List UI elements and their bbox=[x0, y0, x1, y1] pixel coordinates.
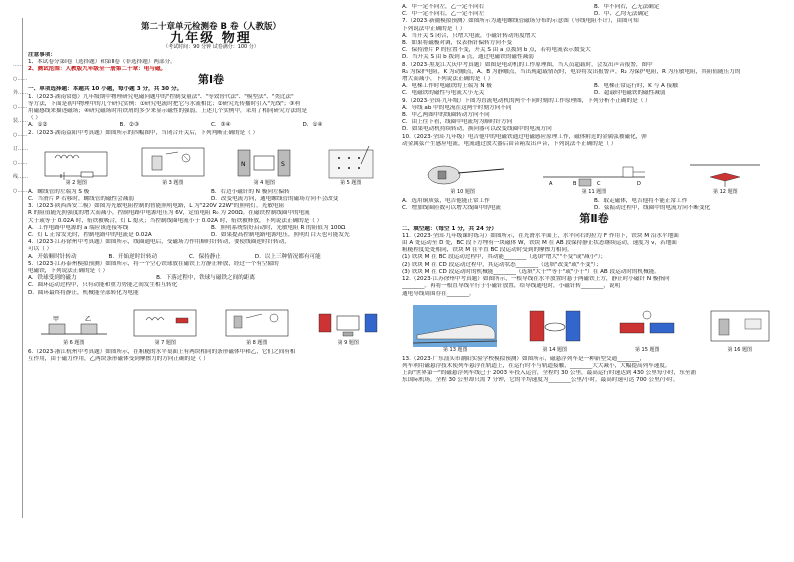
option: C．圆环运动过程中，只有动能和重力势能之间发生相互转化 bbox=[28, 282, 178, 289]
option: C．甲一定不向右，乙一定不向左 bbox=[402, 11, 485, 18]
notes-item: 1、本试卷分第Ⅰ卷（选择题）和第Ⅱ卷（非选择题）两部分。 bbox=[28, 58, 176, 65]
left-column bbox=[12, 0, 396, 562]
question-9: 9.（2023·全国·九年级）下图为直流电动机的两个不同时刻的工作原理图，下列分析不正确的是（ ） bbox=[402, 97, 651, 104]
option: A．选用铜质弦，电吉他能正常工作 bbox=[402, 198, 490, 205]
svg-text:甲: 甲 bbox=[52, 315, 59, 323]
figure-caption: 第 9 题图 bbox=[337, 339, 359, 346]
figure-caption: 第 14 题图 bbox=[542, 346, 568, 353]
figure-caption: 第 2 题图 bbox=[65, 179, 87, 186]
figure bbox=[234, 144, 294, 187]
question-3: R 的阻值随光照强度的增大而减小，控制电路中电源电压为 6V，定值电阻 R₀ 为 200Ω。在磁铁控制线圈中的电流 bbox=[28, 210, 310, 217]
option: D．超载时电磁铁的磁性减弱 bbox=[594, 90, 666, 97]
option: B．②③ bbox=[119, 122, 139, 129]
figure-caption: 第 13 题图 bbox=[442, 346, 468, 353]
option: D．①④ bbox=[302, 122, 323, 129]
question-13: 上海"世界第一"的磁悬浮列车线已于 2003 年投入运营，全程约 30 公里，最高运行时速达到 430 公里每小时，东至浦 bbox=[402, 370, 696, 377]
question-13: 13.（2023·广东汕头市潮阳实验学校模拟预测）如图所示，磁悬浮列车是一种新型交通________， bbox=[402, 355, 646, 362]
figure bbox=[41, 144, 111, 187]
question-1: 用磁感线来描述磁场；④研究磁场时用铁屑的多少来显示磁性的强弱。上述几个实例中，采用了相同研究方法的是 bbox=[28, 108, 308, 115]
question-2-options bbox=[28, 189, 394, 196]
option: D．甲、乙均无法确定 bbox=[594, 11, 649, 18]
question-4: 4.（2023·江苏徐州中考真题）如图所示，线圈通电后，受磁场力作用顺时针转动，要使线圈逆时针转动， bbox=[28, 239, 290, 246]
option: D．如果提高控制电路电源电压，照明灯白天也可能发光 bbox=[211, 232, 350, 239]
electric-guitar-diagram bbox=[418, 155, 508, 189]
maglev-train-photo bbox=[413, 305, 497, 347]
binding-strip-text: ……○……外……○……装……○……订……○……线……○…… bbox=[13, 62, 29, 194]
question-1: （ ） bbox=[28, 115, 41, 122]
sub-question: (2) 铁块 M 在 CD 段运动过程中，其运动状态________（选填"改变"或"不变"）； bbox=[402, 261, 602, 268]
solenoid-circuit-diagram bbox=[41, 144, 111, 180]
question-8: 增大而减小，下列说法正确的是（ ） bbox=[402, 76, 494, 83]
figure bbox=[705, 305, 775, 354]
question-13: 东国际机场。全程 30 公里却只需 7 分钟，它的平均速度为________公里/小时，最高时速可达 700 公里/小时。 bbox=[402, 377, 679, 384]
option: C．由上往下看，线圈中电流均为顺时针方向 bbox=[402, 119, 513, 126]
question-6: 互作用，由于磁力作用，乙两块条形磁体受到摩擦力的方向正确的是（ ） bbox=[28, 356, 209, 363]
figure bbox=[539, 155, 649, 196]
section-1-title: 第Ⅰ卷 bbox=[197, 73, 225, 87]
iron-block-track-diagram bbox=[539, 155, 649, 189]
notes-item: 2、测试范围：人教版九年级全一册第二十章：电与磁。 bbox=[28, 66, 167, 73]
figure-row-d bbox=[402, 300, 786, 354]
figure-caption: 第 15 题图 bbox=[634, 346, 660, 353]
question-1-options bbox=[28, 122, 394, 129]
question-6: 6.（2023·浙江杭州中考真题）如图所示，在粗糙的水平桌面上有两块相同的条形磁体甲和乙，它们之间有相 bbox=[28, 348, 296, 355]
question-13: 列车利用磁悬浮技术使列车悬浮在轨道上，在运行时不与轨道接触，________大大减小，大幅提高列车速度。 bbox=[402, 362, 671, 369]
option: D．如果电动机持续转动，换向器可以改变线圈中的电流方向 bbox=[402, 126, 552, 133]
figure-caption: 第 10 题图 bbox=[450, 188, 475, 195]
exam-title: 第二十章单元检测卷 B 卷（人教版） bbox=[141, 22, 281, 32]
option: C．③④ bbox=[211, 122, 231, 129]
option: A．铁球受到的磁力 bbox=[28, 275, 77, 282]
figure-caption: 第 4 题图 bbox=[253, 179, 275, 186]
option: C．保持静止 bbox=[189, 253, 221, 260]
question-7: 7.（2023·新疆模拟预测）如图所示为通电螺线管磁场分布的示意图（导线电阻不计），由图可知 bbox=[402, 18, 639, 25]
sub-question: (1) 铁块 M 在 BC 段运动过程中，其动能________（选填"增大""不变"或"减小"）； bbox=[402, 254, 607, 261]
svg-text:乙: 乙 bbox=[84, 315, 91, 323]
binding-strip bbox=[12, 18, 29, 518]
question-1: 等方法，下面是初中物理中的几个研究实例：①研究电流时把它与水流相比；②研究光传播时引入"光线"；③利 bbox=[28, 100, 300, 107]
svg-text:A: A bbox=[548, 180, 553, 187]
option: A．电梯工作时电磁铁的上端为 N 极 bbox=[402, 83, 492, 90]
coil-in-magnet-diagram bbox=[234, 144, 294, 180]
relay-circuit-diagram bbox=[138, 144, 208, 180]
figure-caption: 第 6 题图 bbox=[63, 339, 85, 346]
wire-over-compass-diagram bbox=[680, 155, 770, 189]
figure-row-a bbox=[28, 139, 394, 187]
question-10: 动金属弦产生感应电流，电流通过放大器后由音箱发出声音，下列说法不正确的是（ ） bbox=[402, 140, 617, 147]
svg-text:B: B bbox=[572, 180, 577, 187]
question-4-options bbox=[28, 254, 394, 261]
question-12: ________。再将一根直导线平行于小磁针放置，给导线通电时，小磁针转________，说明 bbox=[402, 283, 621, 290]
question-12: 12.（2023·江苏徐州中考真题）如图所示，一根导线在水平放置时悬于两磁铁上方，静止时小磁针 N 极指向 bbox=[402, 276, 670, 283]
section-2-title: 第Ⅱ卷 bbox=[579, 212, 609, 226]
solenoid-with-needle-diagram bbox=[130, 306, 200, 340]
option: D．改变电流方向，通电螺线管的磁场方向不会改变 bbox=[211, 196, 339, 203]
option: B．甲乙两图中的线圈转动方向不同 bbox=[402, 112, 490, 119]
question-3: 3.（2023·陕西西安二模）如图为光敏电阻控制的智能照明电路，L 为"220V 22W"的照明灯，光敏电阻 bbox=[28, 203, 285, 210]
svg-text:N: N bbox=[241, 160, 246, 168]
question-12: 通电导线周围存在________。 bbox=[402, 290, 475, 297]
figure-row-b bbox=[28, 299, 394, 347]
two-magnets-on-table-diagram bbox=[39, 306, 109, 340]
figure bbox=[321, 144, 381, 187]
figure bbox=[39, 306, 109, 347]
figure bbox=[680, 155, 770, 196]
question-2: 2.（2023·湖南益阳中考真题）如图所示的四幅图中，当闭合开关后，下列判断正确的是（ ） bbox=[28, 129, 259, 136]
option: A．导线 ab 中的电流在这两个时刻方向不同 bbox=[402, 104, 512, 111]
option: B．电梯正常运行时，K 与 A 接触 bbox=[594, 83, 678, 90]
option: C．灯 L 正常发光时，控制电路中的电流是 0.02A bbox=[28, 232, 152, 239]
option: A．当开关 S 闭合，只增大电流，小磁针转动角度增大 bbox=[402, 32, 536, 39]
section-1-heading: 一、单项选择题：本题共 10 小题，每小题 3 分，共 30 分。 bbox=[28, 86, 183, 93]
option: B．照明系统恰好启动时，光敏电阻 R 的阻值为 100Ω bbox=[211, 224, 346, 231]
option: C．保持滑片 P 的位置不变，开关 S 由 a 点拨到 b 点，若将电流表示数变大 bbox=[402, 47, 591, 54]
option: D．弦振动过程中，线圈中的电流方向不断变化 bbox=[594, 205, 711, 212]
figure-caption: 第 3 题图 bbox=[162, 179, 184, 186]
question-5-options bbox=[28, 275, 394, 282]
figure bbox=[612, 305, 682, 354]
section-2-heading: 二、填空题：（每空 1 分，共 24 分） bbox=[402, 225, 497, 232]
question-3-options bbox=[28, 232, 394, 239]
figure-caption: 第 7 题图 bbox=[154, 339, 176, 346]
figure bbox=[520, 305, 590, 354]
exam-subtitle: 九年级 物理 bbox=[170, 31, 252, 47]
right-column bbox=[402, 0, 786, 562]
figure-caption: 第 8 题图 bbox=[246, 339, 268, 346]
figure bbox=[313, 306, 383, 347]
option: A．开始顺时针转动 bbox=[28, 253, 77, 260]
question-1: 1.（2023·湖南常德）九年级期中物理研究电磁问题中的"控制变量法"、"等效替代法"、"模型法"、"类比法" bbox=[28, 93, 294, 100]
svg-text:C: C bbox=[596, 180, 601, 187]
question-2-options bbox=[28, 196, 394, 203]
option: A．①② bbox=[28, 122, 48, 129]
option: C．当滑片 P 右移时，螺线管的磁性会减弱 bbox=[28, 196, 134, 203]
question-8-options bbox=[402, 90, 786, 97]
svg-text:D: D bbox=[636, 180, 641, 187]
question-6-options bbox=[402, 4, 786, 11]
question-7: 下列说法中正确的是（ ） bbox=[402, 25, 466, 32]
option: C．增加线圈匝数可以增大线圈中的电流 bbox=[402, 205, 502, 212]
elevator-alarm-circuit-diagram bbox=[222, 306, 292, 340]
figure-caption: 第 16 题图 bbox=[727, 346, 753, 353]
figure bbox=[130, 306, 200, 347]
figure-caption: 第 12 题图 bbox=[713, 188, 738, 195]
figure-row-c bbox=[402, 150, 786, 196]
figure-caption: 第 5 题图 bbox=[340, 179, 362, 186]
figure bbox=[418, 155, 508, 196]
u-magnet-diagram bbox=[520, 305, 590, 347]
option: A．甲一定不向左，乙一定不向右 bbox=[402, 4, 485, 10]
sub-question: (3) 铁块 M 在 CD 段运动时的机械能________（选填"大于""等于"或"小于"）在 AB 段运动时的机械能。 bbox=[402, 268, 660, 275]
figure bbox=[138, 144, 208, 187]
option: A．螺线管的左端为 S 极 bbox=[28, 188, 90, 195]
question-11: 粗糙程度处处相同，铁块 M 在平直 BC 段运动时受到的摩擦力相同。 bbox=[402, 247, 573, 254]
option: D．当开关 S 由 b 拨到 a 点，通过电磁铁的磁性减弱 bbox=[402, 54, 534, 61]
relay-apparatus-diagram bbox=[705, 305, 775, 347]
magnetic-field-loop-diagram bbox=[321, 144, 381, 180]
exam-info: （考试时间：90 分钟 试卷满分：100 分） bbox=[163, 44, 259, 51]
option: C．电磁铁的磁性与电流大小无关 bbox=[402, 90, 485, 97]
question-11: 由 A 处运动至 D 处，BC 段下方埋有一块磁体 W，铁块 M 在 AB 段保持静止状态继续运动，速度为 v，若地面 bbox=[402, 240, 677, 247]
option: B．如果将磁极对调，仪表指针偏转方向不变 bbox=[402, 40, 513, 47]
question-5: 5.（2023·江苏泰州模拟预测）如图所示，将一个空心铁球放在磁铁上方静止释放，经过一个有空隙的 bbox=[28, 260, 279, 267]
dc-motor-diagram bbox=[313, 306, 383, 340]
option: D．以上三种情况都有可能 bbox=[254, 253, 321, 260]
question-4: 可以（ ） bbox=[28, 246, 53, 253]
question-6-options bbox=[402, 11, 786, 18]
option: A．工作电路中电源的 a 端应该连接零线 bbox=[28, 224, 129, 231]
question-10-options bbox=[402, 198, 786, 205]
question-8: R₁ 为保护电阻，K 为动触点，A、B 为静触点，当出现超载情况时，电铃将发出报警声，R₂ 为保护电阻，R 为压敏电阻，其阻值随压力的 bbox=[402, 68, 741, 75]
question-3: 大于或等于 0.02A 时，衔铁被吸合，灯 L 熄灭；当控制线圈电流小于 0.02A 时，衔铁被释放，下列说法正确的是（ ） bbox=[28, 217, 323, 224]
option: B．右边小磁针的 N 极向左偏转 bbox=[211, 188, 290, 195]
option: B．甲不向右，乙无法确定 bbox=[594, 4, 660, 10]
svg-text:S: S bbox=[281, 160, 286, 168]
option: B．开始逆时针转动 bbox=[108, 253, 158, 260]
magnet-pair-diagram bbox=[612, 305, 682, 347]
question-11: 11.（2023·全国·九年级课时练习）如图所示，在光滑水平面上，水平向右的拉力 F 作用下，铁块 M 沿水平地面 bbox=[402, 232, 679, 239]
question-8: 8.（2023·黑龙江大庆中考真题）如图是电动机的工作原理图，当人员超载时，会发出声音报警，图中 bbox=[402, 61, 653, 68]
figure-caption: 第 11 题图 bbox=[581, 188, 607, 195]
figure bbox=[413, 305, 497, 354]
question-3-options bbox=[28, 225, 394, 232]
question-10: 10.（2023·全国·九年级）电吉他中的电磁铁通过电磁感应原理工作，磁体附近的金属弦被磁化，弹 bbox=[402, 133, 647, 140]
question-5: 电磁铁，下列说法正确的是（ ） bbox=[28, 268, 109, 275]
option: B．取走磁体，电吉他将不能正常工作 bbox=[594, 198, 688, 205]
figure bbox=[222, 306, 292, 347]
question-8-options bbox=[402, 83, 786, 90]
notes-heading: 注意事项： bbox=[28, 51, 56, 58]
option: D．圆环最终将静止，机械能全部转化为电能 bbox=[28, 289, 139, 296]
option: B．下落过程中，铁球与磁铁之间的距离 bbox=[156, 275, 256, 282]
